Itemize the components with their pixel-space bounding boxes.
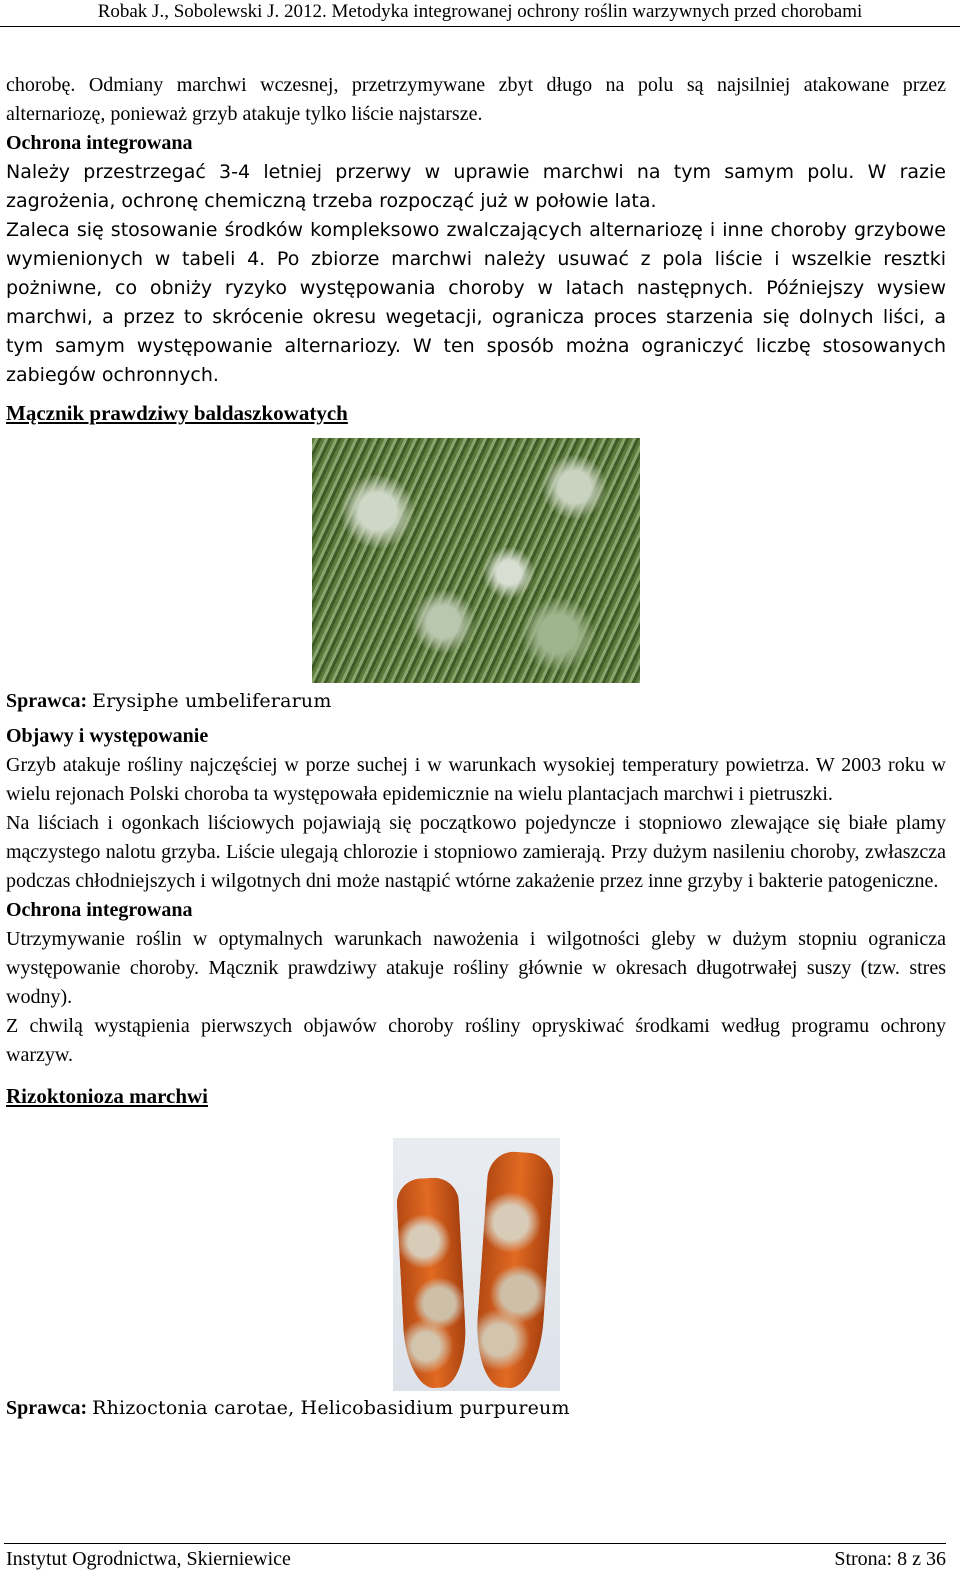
alternaria-protection-text-1: Należy przestrzegać 3-4 letniej przerwy w uprawie marchwi na tym samym polu. W razie zagrożenia, ochronę chemiczną trzeba rozpocząć już w połowie lata.	[6, 161, 946, 212]
rhizoctonia-pathogen-name: Rhizoctonia carotae, Helicobasidium purpureum	[92, 1397, 570, 1419]
footer-divider	[4, 1543, 946, 1544]
rhizoctonia-pathogen	[6, 1394, 946, 1423]
page-content	[6, 71, 946, 1423]
carrot-left	[395, 1177, 468, 1390]
rhizoctonia-photo	[393, 1138, 560, 1391]
rhizoctonia-photo-wrap	[6, 1121, 946, 1394]
mildew-protection-p2: Z chwilą wystąpienia pierwszych objawów choroby rośliny opryskiwać środkami według programu ochrony warzyw.	[6, 1015, 946, 1066]
mildew-pathogen	[6, 687, 946, 716]
mildew-section-title: Mącznik prawdziwy baldaszkowatych	[6, 401, 348, 425]
carrot-right	[472, 1150, 554, 1390]
mildew-symptoms-heading: Objawy i występowanie	[6, 725, 209, 747]
mildew-protection-heading: Ochrona integrowana	[6, 899, 193, 921]
footer-institute: Instytut Ogrodnictwa, Skierniewice	[6, 1548, 291, 1570]
rhizoctonia-pathogen-label: Sprawca:	[6, 1397, 88, 1419]
mildew-photo-wrap	[6, 438, 946, 687]
alternaria-intro: chorobę. Odmiany marchwi wczesnej, przetrzymywane zbyt długo na polu są najsilniej atakowane przez alternariozę, ponieważ grzyb atakuje tylko liście najstarsze.	[6, 74, 946, 125]
mildew-protection-p1: Utrzymywanie roślin w optymalnych warunkach nawożenia i wilgotności gleby w dużym stopniu ogranicza występowanie choroby. Mącznik prawdziwy atakuje rośliny głównie w okresach długotrwałej suszy (tzw. stres wodny).	[6, 928, 946, 1008]
mildew-photo	[312, 438, 640, 683]
mildew-pathogen-label: Sprawca:	[6, 690, 88, 712]
footer-page-number: Strona: 8 z 36	[834, 1548, 946, 1570]
rhizoctonia-section-title: Rizoktonioza marchwi	[6, 1084, 209, 1108]
alternaria-protection-text-2: Zaleca się stosowanie środków kompleksowo zwalczających alternariozę i inne choroby grzybowe wymienionych w tabeli 4. Po zbiorze marchwi należy usuwać z pola liście i wszelkie resztki pożniwne, co obniży ryzyko występowania choroby w latach następnych. Późniejszy wysiew marchwi, a przez to skrócenie okresu wegetacji, ogranicza proces starzenia się dolnych liści, a tym samym występowanie alternariozy. W ten sposób można ograniczyć liczbę stosowanych zabiegów ochronnych.	[6, 219, 946, 386]
mildew-symptoms-p2: Na liściach i ogonkach liściowych pojawiają się początkowo pojedyncze i stopniowo zlewające się białe plamy mączystego nalotu grzyba. Liście ulegają chlorozie i stopniowo zamierają. Przy dużym nasileniu choroby, zwłaszcza podczas chłodniejszych i wilgotnych dni może nastąpić wtórne zakażenie przez inne grzyby i bakterie patogeniczne.	[6, 812, 946, 892]
page-footer	[6, 1546, 946, 1572]
running-header: Robak J., Sobolewski J. 2012. Metodyka integrowanej ochrony roślin warzywnych przed chorobami	[0, 0, 960, 27]
alternaria-protection-heading: Ochrona integrowana	[6, 132, 193, 154]
mildew-pathogen-name: Erysiphe umbeliferarum	[92, 690, 332, 712]
mildew-symptoms-p1: Grzyb atakuje rośliny najczęściej w porze suchej i w warunkach wysokiej temperatury powietrza. W 2003 roku w wielu rejonach Polski choroba ta występowała epidemicznie na wielu plantacjach marchwi i pietruszki.	[6, 754, 946, 805]
